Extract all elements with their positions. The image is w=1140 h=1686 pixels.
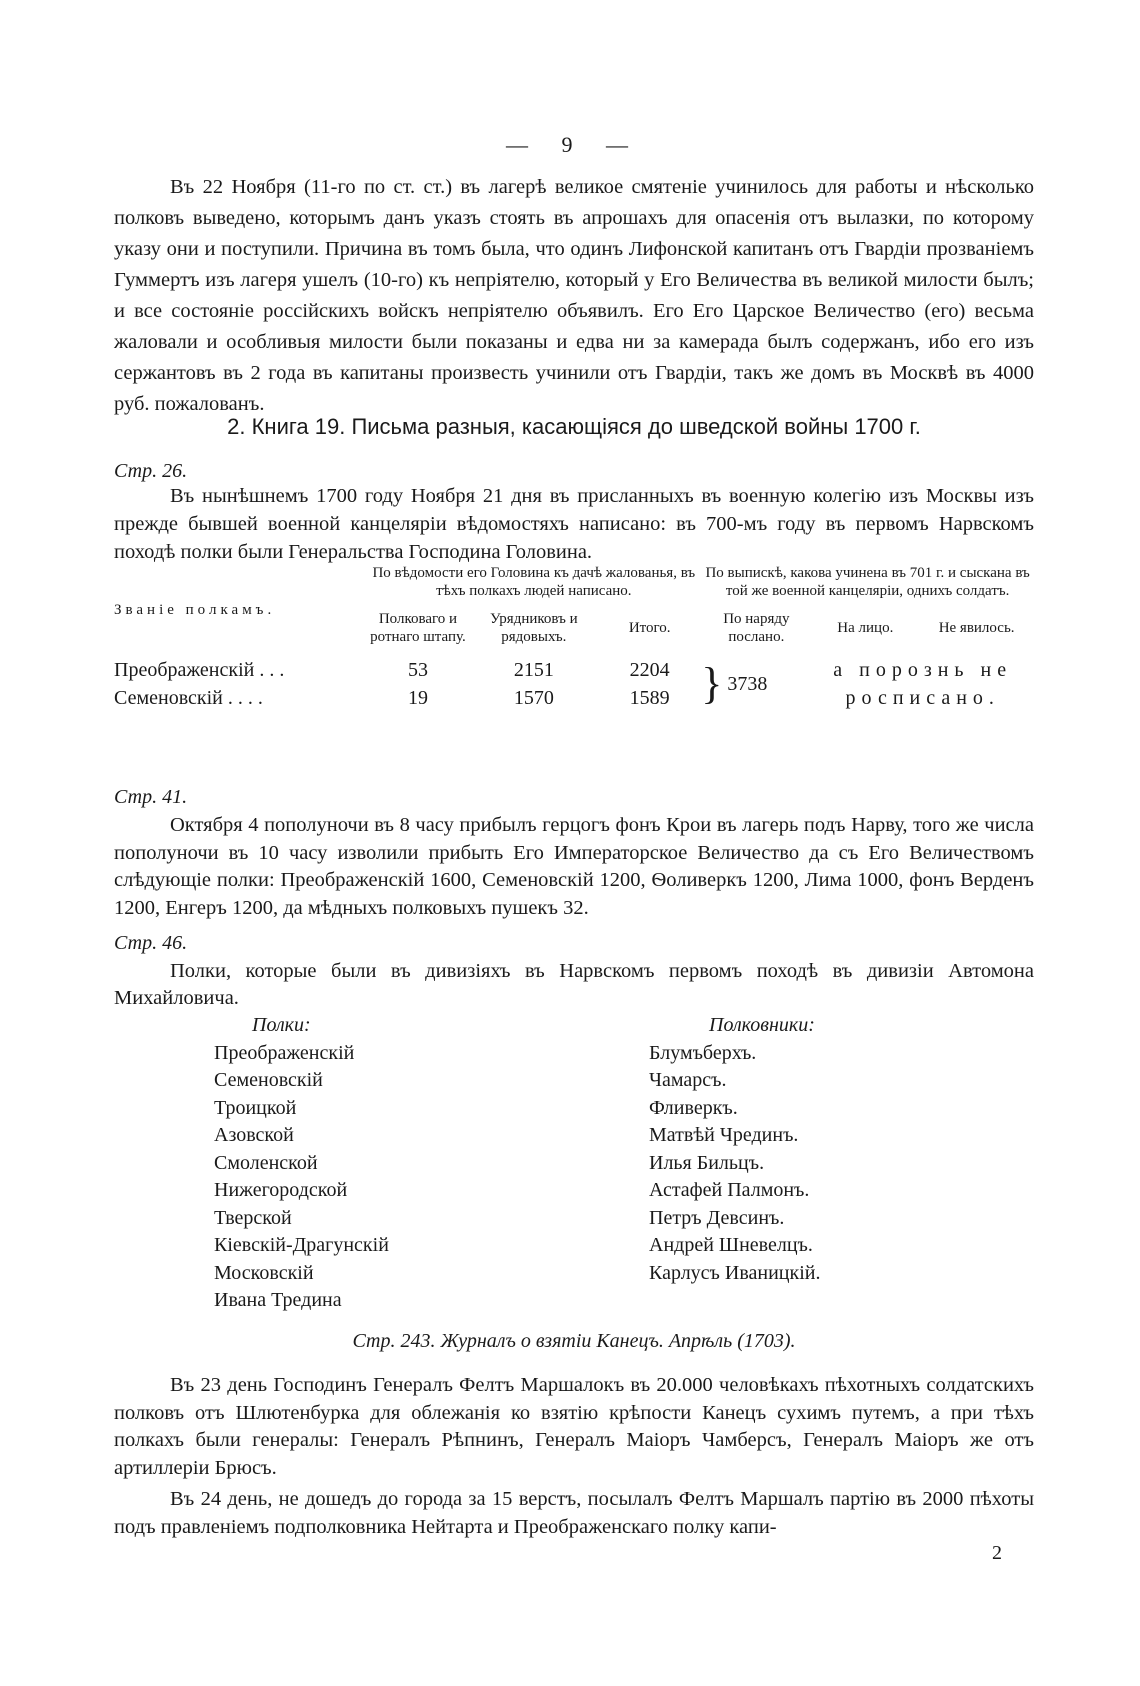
paragraph-november-report: [114, 482, 1034, 566]
header-absent: Не явилось.: [938, 620, 1015, 636]
sent-value: 3738: [727, 673, 768, 695]
total-count: 1589: [629, 687, 670, 709]
list-item: Московскій: [214, 1261, 314, 1284]
list-item: Карлусъ Иваницкій.: [649, 1261, 821, 1284]
total-count: 2204: [629, 659, 670, 681]
list-item: Троицкой: [214, 1096, 297, 1119]
list-item: Преображенскій: [214, 1041, 355, 1064]
list-item: Азовской: [214, 1124, 294, 1146]
paragraph-day-24: [114, 1486, 1034, 1541]
paragraph-day-23: [114, 1372, 1034, 1482]
list-item: Кіевскій-Драгунскій: [214, 1234, 389, 1256]
signature-mark: 2: [992, 1542, 1002, 1564]
page-number: — 9 —: [506, 132, 642, 157]
page-ref-46: Стр. 46.: [114, 932, 188, 954]
sent-combined: [701, 656, 811, 712]
header-staff: Полковаго и ротнаго штапу.: [370, 611, 466, 645]
staff-count: 19: [407, 687, 428, 709]
list-item: Семеновскій: [214, 1069, 323, 1091]
ranks-count: 2151: [513, 659, 554, 681]
colonels-header: Полковники:: [709, 1014, 815, 1036]
table-row: [114, 684, 1034, 712]
paragraph-text: Въ 22 Ноября (11-го по ст. ст.) въ лагерѣ великое смятеніе учинилось для работы и нѣсколько полковъ выведено, которымъ данъ указъ стоять въ апрошахъ для опасенія отъ вылазки, по которому указу они и поступили. Причина въ томъ была, что одинъ Лифонской капитанъ отъ Гвардіи прозваніемъ Гуммертъ изъ лагеря ушелъ (10-го) къ непріятелю, который у Его Величества въ великой милости былъ; и все состояніе россійскихъ войскъ непріятелю объявилъ. Его Его Царское Величество (его) весьма жаловали и особливыя милости были показаны и едва ни за камерада былъ содержанъ, ибо его изъ сержантовъ въ 2 года въ капитаны произвесть учинили отъ Гвардіи, такъ же домъ въ Москвѣ въ 4000 руб. пожалованъ.: [114, 176, 1034, 415]
section-heading: 2. Книга 19. Письма разныя, касающіяся до шведской войны 1700 г.: [227, 414, 921, 439]
header-total: Итого.: [628, 620, 671, 636]
list-item: Петръ Девсинъ.: [649, 1206, 785, 1229]
staff-count: 53: [407, 659, 428, 681]
note-line: росписано.: [845, 687, 1000, 709]
list-item: Чамарсъ.: [649, 1069, 727, 1091]
paragraph-text: Въ нынѣшнемъ 1700 году Ноября 21 дня въ присланныхъ въ военную колегію изъ Москвы изъ прежде бывшей военной канцеляріи вѣдомостяхъ написано: въ 700-мъ году въ первомъ Нарвскомъ походѣ полки были Генеральства Господина Головина.: [114, 485, 1034, 563]
header-group-extract: По выпискѣ, какова учинена въ 701 г. и сыскана въ той же военной канцеляріи, однихъ солдатъ.: [705, 565, 1030, 599]
header-regiment-name: Званіе полкамъ.: [114, 602, 276, 618]
header-sent: По наряду послано.: [723, 611, 790, 645]
list-item: Илья Бильцъ.: [649, 1151, 765, 1174]
list-item: Нижегородской: [214, 1179, 348, 1201]
paragraph-text: Полки, которые были въ дивизіяхъ въ Нарвскомъ первомъ походѣ въ дивизіи Автомона Михайловича.: [114, 960, 1034, 1009]
regiment-name: Семеновскій . . . .: [114, 687, 263, 709]
paragraph-text: Октября 4 пополуночи въ 8 часу прибылъ герцогъ фонъ Крои въ лагерь подъ Нарву, того же числа пополуночи въ 10 часу изволили прибыть Его Императорское Величество да съ Его Величествомъ слѣдующіе полки: Преображенскій 1600, Семеновскій 1200, Ѳоливеркъ 1200, Лима 1000, фонъ Верденъ 1200, Енгеръ 1200, да мѣдныхъ полковыхъ пушекъ 32.: [114, 814, 1034, 919]
ranks-count: 1570: [513, 687, 554, 709]
regiment-table: [114, 564, 1034, 712]
paragraph-text: Въ 24 день, не дошедъ до города за 15 верстъ, посылалъ Фелтъ Маршалъ партію въ 2000 пѣхоты подъ правленіемъ подполковника Нейтарта и Преображенскаго полку капи-: [114, 1488, 1034, 1538]
header-group-golovin: По вѣдомости его Головина къ дачѣ жалованья, въ тѣхъ полкахъ людей написано.: [372, 565, 696, 599]
paragraph-text: Въ 23 день Господинъ Генералъ Фелтъ Маршалокъ въ 20.000 человѣкахъ пѣхотныхъ солдатскихъ полковъ отъ Шлютенбурка для облежанія ко взятію крѣпости Канецъ сухимъ путемъ, а при тѣхъ полкахъ были генералы: Генералъ Рѣпнинъ, Генералъ Маіоръ Чамберсъ, Генералъ Маіоръ же отъ артиллеріи Брюсъ.: [114, 1374, 1034, 1479]
list-item: Смоленской: [214, 1151, 318, 1174]
list-item: Астафей Палмонъ.: [649, 1179, 810, 1201]
header-ranks: Урядниковъ и рядовыхъ.: [490, 611, 578, 645]
paragraph-camp-turmoil: [114, 172, 1034, 420]
header-present: На лицо.: [837, 620, 894, 636]
regiment-name: Преображенскій . . .: [114, 659, 285, 681]
paragraph-divisions: [114, 958, 1034, 1012]
page-ref-26: Стр. 26.: [114, 460, 188, 482]
list-item: Матвѣй Чрединъ.: [649, 1124, 799, 1146]
brace-icon: }: [701, 659, 723, 708]
colonels-column: [649, 1012, 969, 1287]
list-item: Андрей Шневелцъ.: [649, 1234, 813, 1256]
regiments-header: Полки:: [252, 1014, 311, 1036]
page-ref-243: Стр. 243. Журналъ о взятіи Канецъ. Апрѣль (1703).: [352, 1330, 796, 1352]
list-item: Блумъберхъ.: [649, 1041, 757, 1064]
paragraph-october: [114, 812, 1034, 922]
list-item: Ивана Тредина: [214, 1289, 342, 1311]
list-item: Тверской: [214, 1206, 292, 1229]
table-row: [114, 656, 1034, 684]
note-line: а порознь не: [833, 659, 1013, 681]
list-item: Фливеркъ.: [649, 1096, 738, 1119]
regiments-column: [214, 1012, 514, 1315]
page-ref-41: Стр. 41.: [114, 786, 188, 808]
